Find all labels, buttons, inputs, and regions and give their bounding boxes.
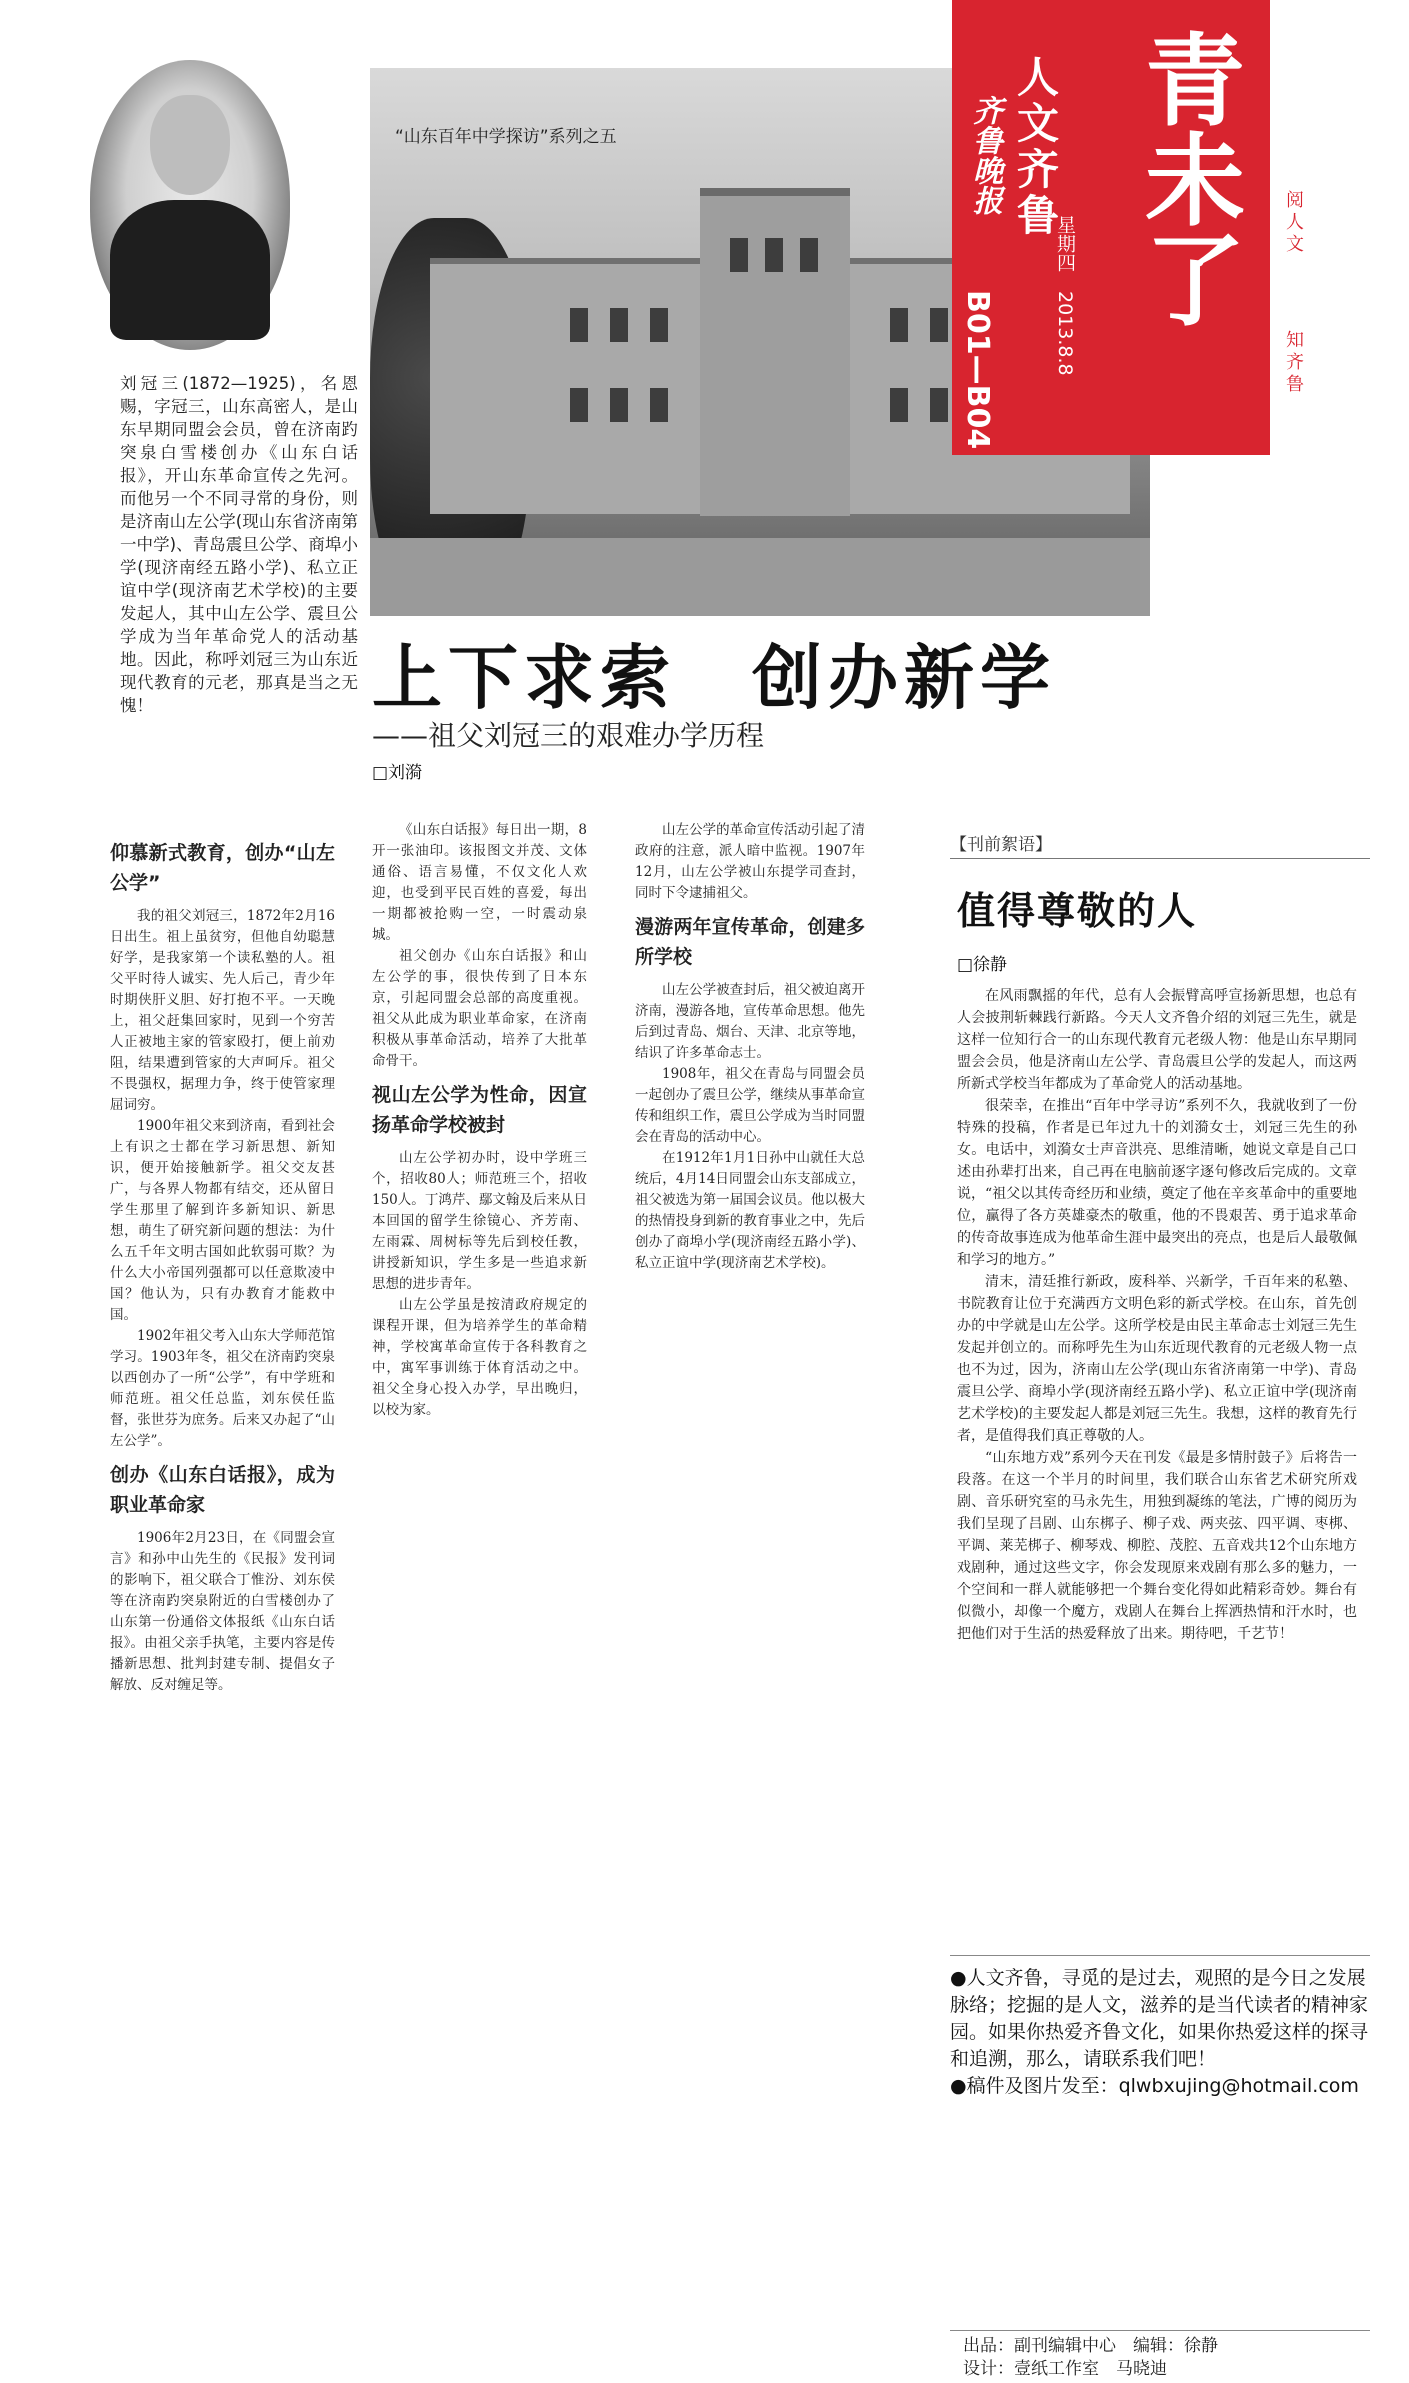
submission-note [950, 1965, 1370, 2100]
article-column-2 [372, 820, 587, 1421]
paragraph: 在1912年1月1日孙中山就任大总统后，4月14日同盟会山东支部成立，祖父被选为第一届国会议员。他以极大的热情投身到新的教育事业之中，先后创办了商埠小学(现济南经五路小学)、私立正谊中学(现济南艺术学校)。 [635, 1150, 865, 1271]
review-tag: 【刊前絮语】 [950, 835, 1052, 855]
photo-window [610, 388, 628, 422]
photo-window [610, 308, 628, 342]
paragraph: 1908年，祖父在青岛与同盟会员一起创办了震旦公学，继续从事革命宣传和组织工作，震旦公学成为当时同盟会在青岛的活动中心。 [635, 1066, 865, 1145]
note-text: ●人文齐鲁，寻觅的是过去，观照的是今日之发展脉络；挖掘的是人文，滋养的是当代读者的精神家园。如果你热爱齐鲁文化，如果你热爱这样的探寻和追溯，那么，请联系我们吧！ [950, 1967, 1369, 2070]
credits [963, 2335, 1218, 2381]
page-range: B01—B04 [960, 290, 995, 450]
photo-window [730, 238, 748, 272]
photo-ground [370, 538, 1150, 616]
paragraph: 在风雨飘摇的年代，总有人会振臂高呼宣扬新思想，也总有人会披荆斩棘践行新路。今天人文齐鲁介绍的刘冠三先生，就是这样一位知行合一的山东现代教育元老级人物：他是山东早期同盟会会员，他是济南山左公学、青岛震旦公学的发起人，而这两所新式学校当年都成为了革命党人的活动基地。 [957, 988, 1357, 1092]
divider [950, 1955, 1370, 1956]
divider [950, 2330, 1370, 2331]
paragraph: 1902年祖父考入山东大学师范馆学习。1903年冬，祖父在济南趵突泉以西创办了一所“公学”，有中学班和师范班。祖父任总监，刘东侯任监督，张世芬为庶务。后来又办起了“山左公学”。 [110, 1328, 335, 1449]
photo-window [930, 388, 948, 422]
masthead-column: 人文齐鲁 [1011, 55, 1060, 239]
paragraph: 1900年祖父来到济南，看到社会上有识之士都在学习新思想、新知识，便开始接触新学。祖父交友甚广，与各界人物都有结交，还从留日学生那里了解到许多新知识、新思想，萌生了研究新问题的想法：为什么五千年文明古国如此软弱可欺？为什么大小帝国列强都可以任意欺凌中国？他认为，只有办教育才能救中国。 [110, 1118, 335, 1323]
article-author: □刘漪 [372, 763, 423, 783]
email-label: ●稿件及图片发至： [950, 2075, 1119, 2097]
photo-window [890, 308, 908, 342]
weekday: 星期四 [1054, 215, 1076, 272]
side-note-2: 知齐鲁 [1283, 330, 1304, 396]
newspaper-logo: 齐鲁晚报 [967, 95, 1002, 215]
date: 2013.8.8 [1054, 291, 1076, 376]
photo-window [650, 308, 668, 342]
photo-window [650, 388, 668, 422]
portrait-body [110, 200, 270, 340]
masthead-title: 青未了 [1128, 28, 1245, 328]
paragraph: 清末，清廷推行新政，废科举、兴新学，千百年来的私塾、书院教育让位于充满西方文明色彩的新式学校。在山东，首先创办的中学就是山左公学。这所学校是由民主革命志士刘冠三先生发起并创立的。而称呼先生为山东近现代教育的元老级人物一点也不为过，因为，济南山左公学(现山东省济南第一中学)、青岛震旦公学、商埠小学(现济南经五路小学)、私立正谊中学(现济南艺术学校)的主要发起人都是刘冠三先生。我想，这样的教育先行者，是值得我们真正尊敬的人。 [957, 1274, 1357, 1444]
section-heading: 仰慕新式教育，创办“山左公学” [110, 842, 335, 894]
section-heading: 视山左公学为性命，因宣扬革命学校被封 [372, 1084, 587, 1136]
paragraph: 山左公学初办时，设中学班三个，招收80人；师范班三个，招收150人。丁鸿芹、鄢文翰及后来从日本回国的留学生徐镜心、齐芳南、左雨霖、周树标等先后到校任教，讲授新知识，学生多是一些追求新思想的进步青年。 [372, 1150, 587, 1292]
side-note-1: 阅人文 [1283, 190, 1304, 256]
photo-window [800, 238, 818, 272]
article-column-3 [635, 820, 865, 1274]
photo-window [570, 388, 588, 422]
series-label: “山东百年中学探访”系列之五 [395, 127, 617, 147]
paragraph: 很荣幸，在推出“百年中学寻访”系列不久，我就收到了一份特殊的投稿，作者是已年过九十的刘漪女士，刘冠三先生的孙女。电话中，刘漪女士声音洪亮、思维清晰，她说文章是自己口述由孙辈打出来，自己再在电脑前逐字逐句修改后完成的。文章说，“祖父以其传奇经历和业绩，奠定了他在辛亥革命中的重要地位，赢得了各方英雄豪杰的敬重，他的不畏艰苦、勇于追求革命的传奇故事连成为他革命生涯中最突出的亮点，也是后人最敬佩和学习的地方。” [957, 1098, 1357, 1268]
review-author: □徐静 [957, 955, 1008, 975]
photo-window [570, 308, 588, 342]
photo-window [765, 238, 783, 272]
subheadline: ——祖父刘冠三的艰难办学历程 [372, 719, 765, 752]
section-heading: 创办《山东白话报》，成为职业革命家 [110, 1464, 335, 1516]
photo-window [930, 308, 948, 342]
email-address: qlwbxujing@hotmail.com [1118, 2075, 1359, 2097]
divider [950, 858, 1370, 859]
paragraph: 《山东白话报》每日出一期，8开一张油印。该报图文并茂、文体通俗、语言易懂，不仅文化人欢迎，也受到平民百姓的喜爱，每出一期都被抢购一空，一时震动泉城。 [372, 822, 587, 943]
credits-line-1: 出品：副刊编辑中心 编辑：徐静 [963, 2336, 1218, 2356]
paragraph: “山东地方戏”系列今天在刊发《最是多情肘鼓子》后将告一段落。在这一个半月的时间里，我们联合山东省艺术研究所戏剧、音乐研究室的马永先生，用独到凝练的笔法，广博的阅历为我们呈现了吕剧、山东梆子、柳子戏、两夹弦、四平调、枣梆、平调、莱芜梆子、柳琴戏、柳腔、茂腔、五音戏共12个山东地方戏剧种，通过这些文字，你会发现原来戏剧有那么多的魅力，一个空间和一群人就能够把一个舞台变化得如此精彩奇妙。舞台有似微小，却像一个魔方，戏剧人在舞台上挥洒热情和汗水时，也把他们对于生活的热爱释放了出来。期待吧，千艺节！ [957, 1450, 1357, 1642]
paragraph: 祖父创办《山东白话报》和山左公学的事，很快传到了日本东京，引起同盟会总部的高度重视。祖父从此成为职业革命家，在济南积极从事革命活动，培养了大批革命骨干。 [372, 948, 587, 1069]
paragraph: 山左公学被查封后，祖父被迫离开济南，漫游各地，宣传革命思想。他先后到过青岛、烟台、天津、北京等地，结识了许多革命志士。 [635, 982, 865, 1061]
paragraph: 山左公学虽是按清政府规定的课程开课，但为培养学生的革命精神，学校寓革命宣传于各科教育之中，寓军事训练于体育活动之中。祖父全身心投入办学，早出晚归，以校为家。 [372, 1297, 587, 1418]
credits-line-2: 设计：壹纸工作室 马晓迪 [963, 2359, 1167, 2379]
paragraph: 1906年2月23日，在《同盟会宣言》和孙中山先生的《民报》发刊词的影响下，祖父联合丁惟汾、刘东侯等在济南趵突泉附近的白雪楼创办了山东第一份通俗文体报纸《山东白话报》。由祖父亲手执笔，主要内容是传播新思想、批判封建专制、提倡女子解放、反对缠足等。 [110, 1530, 335, 1693]
headline: 上下求索 创办新学 [372, 637, 1056, 719]
masthead-date [1054, 215, 1076, 376]
bio-caption: 刘冠三(1872—1925)，名恩赐，字冠三，山东高密人，是山东早期同盟会会员，曾在济南趵突泉白雪楼创办《山东白话报》，开山东革命宣传之先河。而他另一个不同寻常的身份，则是济南山左公学(现山东省济南第一中学)、青岛震旦公学、商埠小学(现济南经五路小学)、私立正谊中学(现济南艺术学校)的主要发起人，其中山左公学、震旦公学成为当年革命党人的活动基地。因此，称呼刘冠三为山东近现代教育的元老，那真是当之无愧！ [120, 374, 358, 715]
photo-window [890, 388, 908, 422]
review-title: 值得尊敬的人 [957, 889, 1198, 933]
article-column-1 [110, 830, 335, 1696]
paragraph: 我的祖父刘冠三，1872年2月16日出生。祖上虽贫穷，但他自幼聪慧好学，是我家第一个读私塾的人。祖父平时待人诚实、先人后己，青少年时期侠肝义胆、好打抱不平。一天晚上，祖父赶集回家时，见到一个穷苦人正被地主家的管家殴打，便上前劝阻，结果遭到管家的大声呵斥。祖父不畏强权，据理力争，终于使管家理屈词穷。 [110, 908, 335, 1113]
paragraph: 山左公学的革命宣传活动引起了清政府的注意，派人暗中监视。1907年12月，山左公学被山东提学司查封，同时下令逮捕祖父。 [635, 822, 865, 901]
note-email [950, 2073, 1370, 2100]
section-heading: 漫游两年宣传革命，创建多所学校 [635, 916, 865, 968]
review-body [957, 985, 1357, 1645]
portrait-face [150, 95, 230, 195]
